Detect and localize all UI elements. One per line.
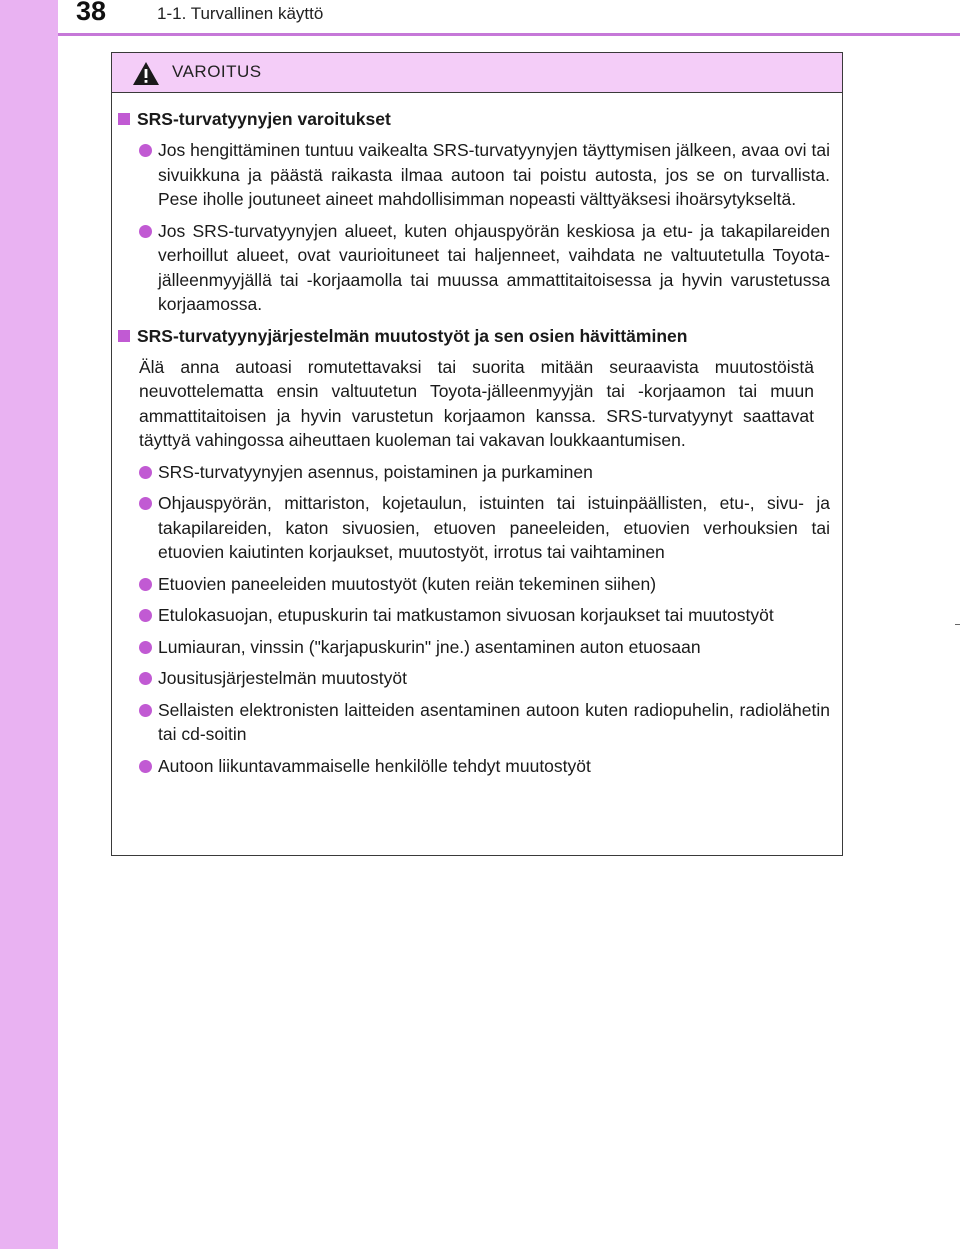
list-item-text: Jos SRS-turvatyynyjen alueet, kuten ohjauspyörän keskiosa ja etu- ja takapilareiden verhoillut alueet, ovat vaurioituneet tai haljenneet, vaihdata ne valtuutetulla Toyota-jälleenmyyjällä tai -korjaamolla tai muussa ammattitaitoisessa ja hyvin varustetussa korjaamossa. [158, 220, 830, 314]
section-heading [118, 107, 830, 131]
warning-content [112, 107, 842, 785]
page-number: 38 [76, 0, 107, 26]
section-heading-text: SRS-turvatyynyjärjestelmän muutostyöt ja sen osien hävittäminen [137, 325, 688, 346]
list-item-text: Jos hengittäminen tuntuu vaikealta SRS-turvatyynyjen täyttymisen jälkeen, avaa ovi tai sivuikkuna ja päästä raikasta ilmaa autoon tai poistu autosta, jos se on turvallista. Pese iholle joutuneet aineet mahdollisimman nopeasti välttyäksesi ihoärsytykseltä. [158, 140, 830, 209]
round-bullet-icon [139, 641, 152, 654]
margin-tick [955, 624, 960, 625]
warning-header [112, 53, 842, 93]
warning-label: VAROITUS [172, 62, 262, 81]
round-bullet-icon [139, 760, 152, 773]
list-item-text: Sellaisten elektronisten laitteiden asentaminen autoon kuten radiopuhelin, radiolähetin tai cd-soitin [158, 699, 830, 744]
round-bullet-icon [139, 578, 152, 591]
list-item-text: Ohjauspyörän, mittariston, kojetaulun, istuinten tai istuinpäällisten, etu-, sivu- ja takapilareiden, katon sivuosien, etuoven paneeleiden, etuovien verhouksien tai etuovien kaiutinten korjaukset, muutostyöt, irrotus tai vaihtaminen [158, 493, 830, 562]
left-color-band [0, 0, 58, 1249]
section-intro: Älä anna autoasi romutettavaksi tai suorita mitään seuraavista muutostöistä neuvottelematta ensin valtuutetun Toyota-jälleenmyyjän tai -korjaamon tai muun ammattitaitoisen ja hyvin varustetun korjaamon kanssa. SRS-turvatyynyt saattavat täyttyä vahingossa aiheuttaen kuoleman tai vakavan loukkaantumisen. [139, 356, 814, 450]
square-bullet-icon [118, 330, 130, 342]
list-item-text: Autoon liikuntavammaiselle henkilölle tehdyt muutostyöt [158, 755, 591, 776]
round-bullet-icon [139, 466, 152, 479]
round-bullet-icon [139, 144, 152, 157]
list-item [139, 460, 830, 485]
list-item-text: Etulokasuojan, etupuskurin tai matkustamon sivuosan korjaukset tai muutostyöt [158, 605, 774, 625]
list-item-text: Etuovien paneeleiden muutostyöt (kuten reiän tekeminen siihen) [158, 573, 657, 594]
list-item [139, 491, 830, 565]
list-item [139, 603, 830, 628]
list-item [139, 698, 830, 747]
list-item [139, 666, 830, 691]
section-heading [118, 324, 830, 348]
list-item [139, 635, 830, 660]
round-bullet-icon [139, 497, 152, 510]
section-title: 1-1. Turvallinen käyttö [157, 4, 324, 23]
square-bullet-icon [118, 113, 130, 125]
list-item [139, 138, 830, 212]
round-bullet-icon [139, 609, 152, 622]
list-item-text: SRS-turvatyynyjen asennus, poistaminen ja purkaminen [158, 461, 593, 482]
round-bullet-icon [139, 225, 152, 238]
list-item [139, 754, 830, 779]
round-bullet-icon [139, 704, 152, 717]
list-item-text: Lumiauran, vinssin ("karjapuskurin" jne.) asentaminen auton etuosaan [158, 636, 701, 657]
section-heading-text: SRS-turvatyynyjen varoitukset [137, 109, 391, 129]
warning-box [111, 52, 843, 856]
round-bullet-icon [139, 672, 152, 685]
list-item-text: Jousitusjärjestelmän muutostyöt [158, 668, 407, 688]
list-item [139, 572, 830, 597]
header-rule [58, 33, 960, 36]
warning-triangle-icon [132, 61, 160, 86]
list-item [139, 219, 830, 317]
